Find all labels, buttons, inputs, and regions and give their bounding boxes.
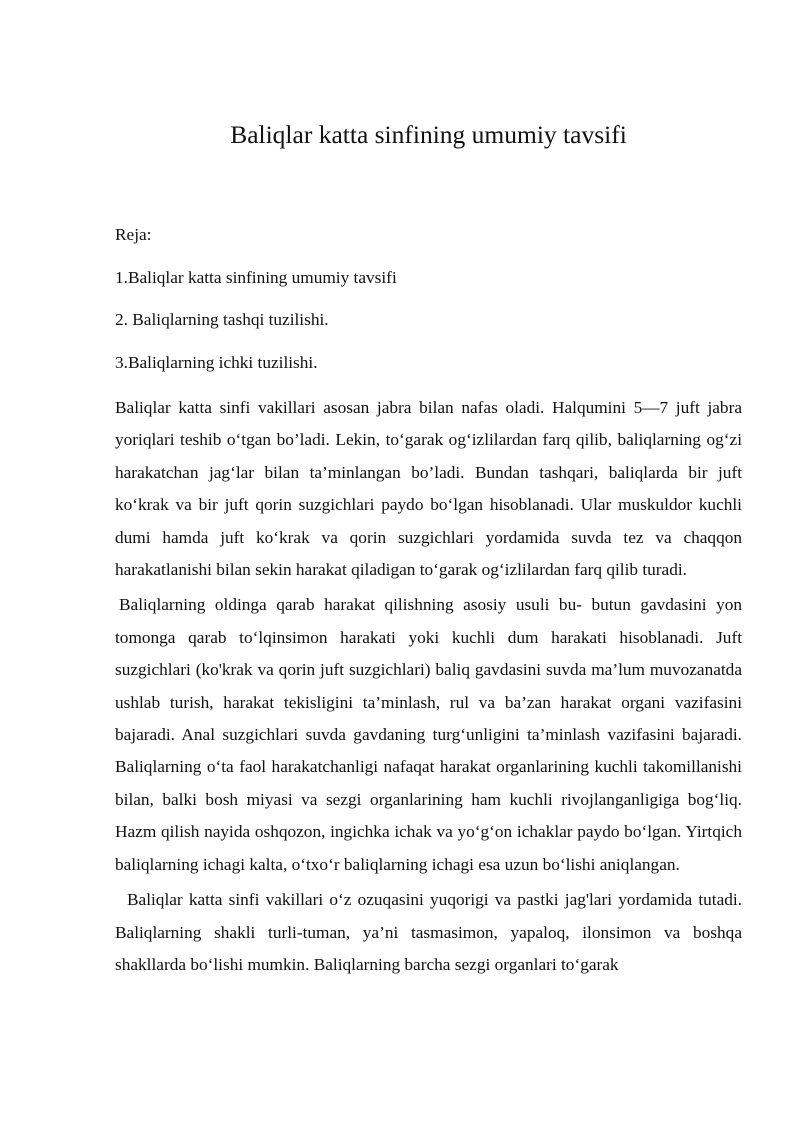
paragraph-2: Baliqlarning oldinga qarab harakat qilishning asosiy usuli bu- butun gavdasini yon tomonga qarab to‘lqinsimon harakati yoki kuchli dum harakati hisoblanadi. Juft suzgichlari (ko'krak va qorin juft suzgichlari) baliq gavdasini suvda ma’lum muvozanatda ushlab turish, harakat tekisligini ta’minlash, rul va ba’zan harakat organi vazifasini bajaradi. Anal suzgichlari suvda gavdaning turg‘unligini ta’minlash vazifasini bajaradi. Baliqlarning o‘ta faol harakatchanligi nafaqat harakat organlarining kuchli takomillanishi bilan, balki bosh miyasi va sezgi organlarining ham kuchli rivojlanganligiga bog‘liq. Hazm qilish nayida oshqozon, ingichka ichak va yo‘g‘on ichaklar paydo bo‘lgan. Yirtqich baliqlarning ichagi kalta, o‘txo‘r baliqlarning ichagi esa uzun bo‘lishi aniqlangan. — [115, 595, 742, 874]
body-text — [115, 392, 742, 984]
plan-item-3: 3.Baliqlarning ichki tuzilishi. — [115, 352, 318, 372]
paragraph-3: Baliqlar katta sinfi vakillari o‘z ozuqasini yuqorigi va pastki jag'lari yordamida tutadi. Baliqlarning shakli turli-tuman, ya’ni tasmasimon, yapaloq, ilonsimon va boshqa shakllarda bo‘lishi mumkin. Baliqlarning barcha sezgi organlari to‘garak — [115, 890, 742, 974]
plan-section — [115, 224, 745, 394]
plan-heading: Reja: — [115, 225, 152, 244]
paragraph-1: Baliqlar katta sinfi vakillari asosan jabra bilan nafas oladi. Halqumini 5—7 juft jabra yoriqlari teshib o‘tgan bo’ladi. Lekin, to‘garak og‘izlilardan farq qilib, baliqlarning og‘zi harakatchan jag‘lar bilan ta’minlangan bo’ladi. Bundan tashqari, baliqlarda bir juft ko‘krak va bir juft qorin suzgichlari paydo bo‘lgan hisoblanadi. Ular muskuldor kuchli dumi hamda juft ko‘krak va qorin suzgichlari yordamida suvda tez va chaqqon harakatlanishi bilan sekin harakat qiladigan to‘garak og‘izlilardan farq qilib turadi. — [115, 398, 742, 580]
plan-item-2: 2. Baliqlarning tashqi tuzilishi. — [115, 310, 329, 329]
page-title: Baliqlar katta sinfining umumiy tavsifi — [230, 120, 627, 149]
plan-item-1: 1.Baliqlar katta sinfining umumiy tavsifi — [115, 267, 397, 287]
